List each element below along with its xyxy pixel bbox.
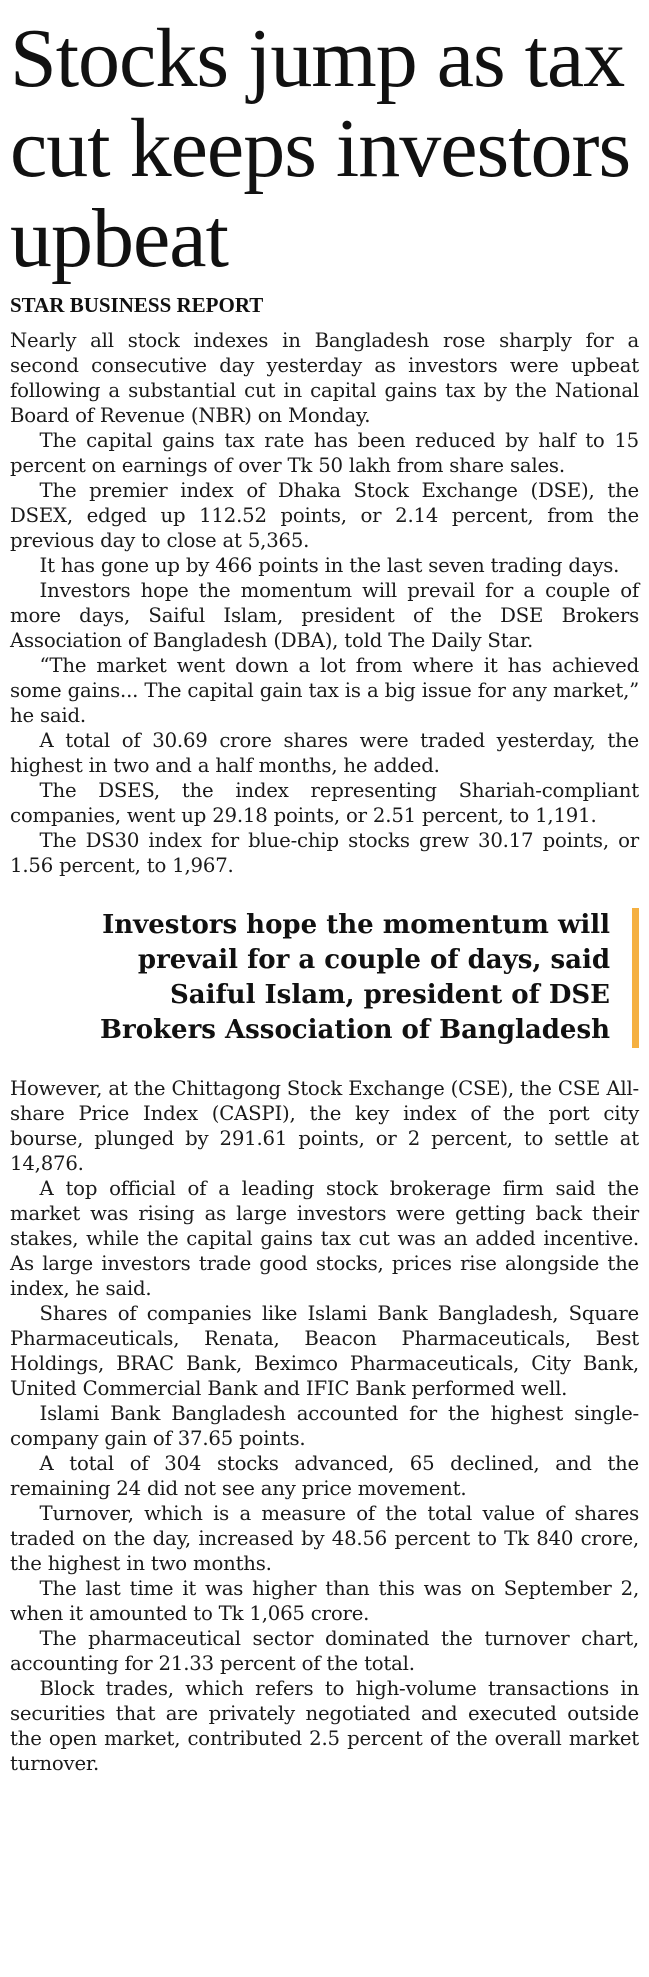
paragraph: The DSES, the index representing Shariah-compliant companies, went up 29.18 points, or 2.51 percent, to 1,191. <box>10 779 639 827</box>
pull-quote-accent-bar <box>632 908 639 1048</box>
article-body-bottom <box>10 1076 639 1776</box>
paragraph: Nearly all stock indexes in Bangladesh rose sharply for a second consecutive day yesterday as investors were upbeat following a substantial cut in capital gains tax by the National Board of Revenue (NBR) on Monday. <box>10 329 639 427</box>
paragraph: The capital gains tax rate has been reduced by half to 15 percent on earnings of over Tk 50 lakh from share sales. <box>10 429 639 477</box>
paragraph: Turnover, which is a measure of the total value of shares traded on the day, increased by 48.56 percent to Tk 840 crore, the highest in two months. <box>10 1502 639 1575</box>
paragraph: Investors hope the momentum will prevail for a couple of more days, Saiful Islam, president of the DSE Brokers Association of Bangladesh (DBA), told The Daily Star. <box>10 579 639 652</box>
paragraph: However, at the Chittagong Stock Exchange (CSE), the CSE All-share Price Index (CASPI), the key index of the port city bourse, plunged by 291.61 points, or 2 percent, to settle at 14,876. <box>10 1077 639 1175</box>
paragraph: Islami Bank Bangladesh accounted for the highest single-company gain of 37.65 points. <box>10 1402 639 1450</box>
paragraph: A total of 304 stocks advanced, 65 declined, and the remaining 24 did not see any price movement. <box>10 1452 639 1500</box>
pull-quote <box>10 908 639 1048</box>
paragraph: The last time it was higher than this was on September 2, when it amounted to Tk 1,065 crore. <box>10 1577 639 1625</box>
paragraph: A total of 30.69 crore shares were traded yesterday, the highest in two and a half months, he added. <box>10 729 639 777</box>
headline: Stocks jump as tax cut keeps investors upbeat <box>10 12 631 285</box>
paragraph: The premier index of Dhaka Stock Exchange (DSE), the DSEX, edged up 112.52 points, or 2.14 percent, from the previous day to close at 5,365. <box>10 479 639 552</box>
byline: STAR BUSINESS REPORT <box>10 293 264 317</box>
paragraph: A top official of a leading stock brokerage firm said the market was rising as large investors were getting back their stakes, while the capital gains tax cut was an added incentive. As large investors trade good stocks, prices rise alongside the index, he said. <box>10 1177 639 1300</box>
paragraph: “The market went down a lot from where it has achieved some gains... The capital gain tax is a big issue for any market,” he said. <box>10 654 639 727</box>
article-body-top <box>10 328 639 878</box>
pull-quote-text: Investors hope the momentum will prevail for a couple of days, said Saiful Islam, president of DSE Brokers Association of Bangladesh <box>100 910 610 1045</box>
paragraph: Shares of companies like Islami Bank Bangladesh, Square Pharmaceuticals, Renata, Beacon Pharmaceuticals, Best Holdings, BRAC Bank, Beximco Pharmaceuticals, City Bank, United Commercial Bank and IFIC Bank performed well. <box>10 1302 639 1400</box>
paragraph: It has gone up by 466 points in the last seven trading days. <box>39 554 620 577</box>
paragraph: The DS30 index for blue-chip stocks grew 30.17 points, or 1.56 percent, to 1,967. <box>10 829 639 877</box>
paragraph: Block trades, which refers to high-volume transactions in securities that are privately negotiated and executed outside the open market, contributed 2.5 percent of the overall market turnover. <box>10 1677 639 1775</box>
paragraph: The pharmaceutical sector dominated the turnover chart, accounting for 21.33 percent of the total. <box>10 1627 639 1675</box>
